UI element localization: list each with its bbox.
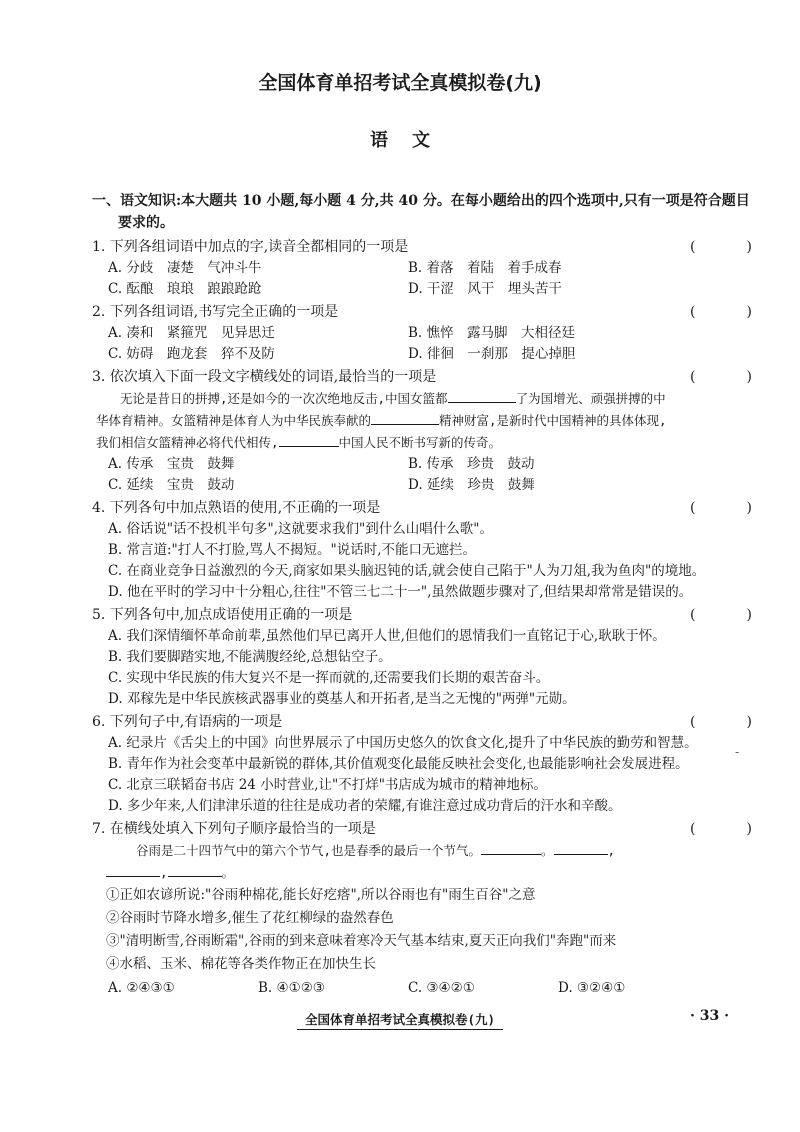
- fill-blank: [371, 410, 439, 425]
- option-c: C. 妨碍 跑龙套 猝不及防: [108, 346, 275, 362]
- answer-bracket: ( ): [690, 369, 752, 385]
- fill-blank: [448, 388, 516, 403]
- question-6-stem: 6. 下列句子中,有语病的一项是: [92, 714, 283, 730]
- question-1: [92, 237, 752, 300]
- option-d: D. 邓稼先是中华民族核武器事业的奠基人和开拓者,是当之无愧的"两弹"元勋。: [108, 691, 576, 707]
- question-2-stem: 2. 下列各组词语,书写完全正确的一项是: [92, 304, 339, 320]
- answer-bracket: ( ): [690, 500, 752, 516]
- option-b: B. 常言道:"打人不打脸,骂人不揭短。"说话时,不能口无遮拦。: [108, 542, 477, 558]
- sentence-1: ①正如农谚所说:"谷雨种棉花,能长好疙瘩",所以谷雨也有"雨生百谷"之意: [106, 887, 536, 903]
- option-d: D. 徘徊 一刹那 提心掉胆: [408, 346, 576, 362]
- option-c: C. 实现中华民族的伟大复兴不是一挥而就的,还需要我们长期的艰苦奋斗。: [108, 670, 550, 686]
- option-c: C. 在商业竞争日益激烈的今天,商家如果头脑迟钝的话,就会使自己陷于"人为刀俎,我为鱼肉"的境地。: [108, 563, 706, 579]
- option-c: C. 北京三联韬奋书店 24 小时营业,让"不打烊"书店成为城市的精神地标。: [108, 777, 547, 793]
- sentence-4: ④水稻、玉米、棉花等各类作物正在加快生长: [106, 956, 376, 972]
- option-a: A. 我们深情缅怀革命前辈,虽然他们早已离开人世,但他们的恩情我们一直铭记于心,耿耿于怀。: [108, 628, 666, 644]
- fill-blank: [481, 840, 541, 855]
- option-a: A. ②④③①: [108, 980, 175, 996]
- fill-blank: [279, 432, 339, 447]
- sentence-2: ②谷雨时节降水增多,催生了花红柳绿的盎然春色: [106, 910, 394, 926]
- question-3-stem: 3. 依次填入下面一段文字横线处的词语,最恰当的一项是: [92, 369, 437, 385]
- question-6: [92, 712, 752, 817]
- fill-blank: [168, 862, 222, 877]
- question-2: [92, 302, 752, 365]
- option-d: D. 多少年来,人们津津乐道的往往是成功者的荣耀,有谁注意过成功背后的汗水和辛酸。: [108, 798, 622, 814]
- option-a: A. 纪录片《舌尖上的中国》向世界展示了中国历史悠久的饮食文化,提升了中华民族的勤劳和智慧。: [108, 735, 698, 751]
- margin-mark: -: [735, 745, 740, 759]
- section-heading-line2: 要求的。: [118, 215, 174, 231]
- option-b: B. 我们要脚踏实地,不能满腹经纶,总想钻空子。: [108, 649, 392, 665]
- question-3: 3. 依次填入下面一段文字横线处的词语,最恰当的一项是 ( ) 无论是昔日的拼搏,还是如今的一次次绝地反击,中国女篮都 了为国增光、顽强拼搏的中 华体育精神。女篮精神是体育人为中华民族奉献的 精神财富,是新时代中国精神的具体体现, 我们相信女篮精神必将代代相传, 中国人民不断书写新的传奇。 A. 传承 宝贵 鼓舞 B. 传承 珍贵 鼓动 C. 延续 宝贵 鼓动 D. 延续 珍贵 鼓舞: [92, 367, 752, 496]
- subject-heading: 语文: [370, 130, 454, 151]
- option-d: D. 干涩 风干 埋头苦干: [408, 281, 562, 297]
- option-a: A. 传承 宝贵 鼓舞: [108, 456, 235, 472]
- question-1-stem: 1. 下列各组词语中加点的字,读音全都相同的一项是: [92, 239, 409, 255]
- answer-bracket: ( ): [690, 821, 752, 837]
- page-number: · 33 ·: [690, 1008, 729, 1024]
- answer-bracket: ( ): [690, 714, 752, 730]
- option-b: B. 憔悴 露马脚 大相径廷: [408, 325, 576, 341]
- answer-bracket: ( ): [690, 304, 752, 320]
- question-3-passage: 无论是昔日的拼搏,还是如今的一次次绝地反击,中国女篮都 了为国增光、顽强拼搏的中: [92, 388, 752, 410]
- option-d: D. 延续 珍贵 鼓舞: [408, 477, 535, 493]
- option-a: A. 俗话说"话不投机半句多",这就要求我们"到什么山唱什么歌"。: [108, 521, 493, 537]
- option-c: C. ③④②①: [408, 980, 475, 996]
- fill-blank: [554, 840, 608, 855]
- option-d: D. ③②④①: [558, 980, 626, 996]
- option-b: B. 着落 着陆 着手成春: [408, 260, 562, 276]
- option-b: B. 传承 珍贵 鼓动: [408, 456, 535, 472]
- question-list: [92, 190, 752, 999]
- question-5: [92, 605, 752, 710]
- section-heading: [92, 190, 752, 234]
- option-b: B. 青年作为社会变革中最新锐的群体,其价值观变化最能反映社会变化,也最能影响社会发展进程。: [108, 756, 689, 772]
- option-d: D. 他在平时的学习中十分粗心,往往"不管三七二十一",虽然做题步骤对了,但结果却常常是错误的。: [108, 584, 693, 600]
- question-7: 7. 在横线处填入下列句子顺序最恰当的一项是 ( ) 谷雨是二十四节气中的第六个节气,也是春季的最后一个节气。 。 , , 。 ①正如农谚所说:"谷雨种棉花,能长好疙瘩",所以谷雨也有"雨生百谷"之意 ②谷雨时节降水增多,催生了花红柳绿的盎然春色 ③"清明断雪,谷雨断霜",谷雨的到来意味着寒冷天气基本结束,夏天正向我们"奔跑"而来 ④水稻、玉米、棉花等各类作物正在加快生长 A. ②④③① B. ④①②③ C. ③④②① D. ③②④①: [92, 819, 752, 999]
- fill-blank: [106, 862, 160, 877]
- question-4: [92, 498, 752, 603]
- question-7-stem: 7. 在横线处填入下列句子顺序最恰当的一项是: [92, 821, 376, 837]
- sentence-3: ③"清明断雪,谷雨断霜",谷雨的到来意味着寒冷天气基本结束,夏天正向我们"奔跑"而来: [106, 933, 617, 949]
- option-c: C. 延续 宝贵 鼓动: [108, 477, 235, 493]
- option-a: A. 分歧 凄楚 气冲斗牛: [108, 260, 262, 276]
- option-b: B. ④①②③: [258, 980, 325, 996]
- option-c: C. 酝酿 琅琅 踉踉跄跄: [108, 281, 262, 297]
- footer-book-title: 全国体育单招考试全真模拟卷(九): [0, 1010, 800, 1028]
- answer-bracket: ( ): [690, 239, 752, 255]
- page-title: 全国体育单招考试全真模拟卷(九): [258, 72, 542, 94]
- question-5-stem: 5. 下列各句中,加点成语使用正确的一项是: [92, 607, 353, 623]
- section-heading-line1: 一、语文知识:本大题共 10 小题,每小题 4 分,共 40 分。在每小题给出的四个选项中,只有一项是符合题目: [92, 193, 750, 209]
- question-7-passage: 谷雨是二十四节气中的第六个节气,也是春季的最后一个节气。 。 ,: [92, 840, 752, 862]
- question-4-stem: 4. 下列各句中加点熟语的使用,不正确的一项是: [92, 500, 381, 516]
- answer-bracket: ( ): [690, 607, 752, 623]
- option-a: A. 凑和 紧箍咒 见异思迁: [108, 325, 275, 341]
